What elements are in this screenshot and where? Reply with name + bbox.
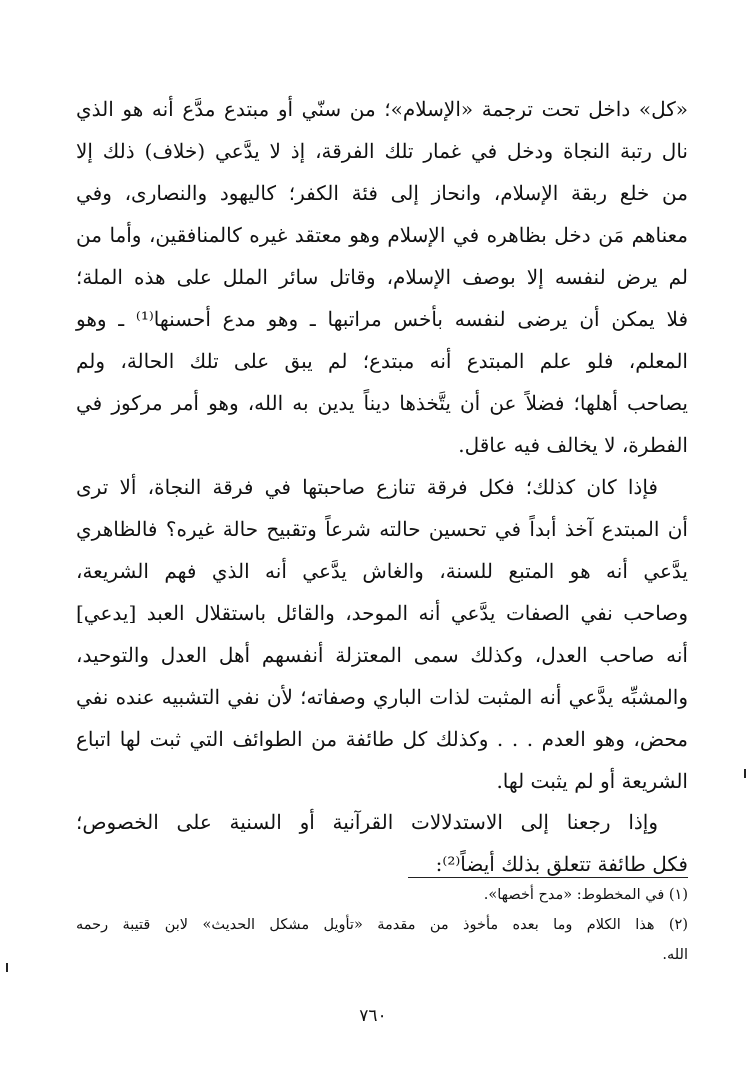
paragraph-line: الشريعة أو لم يثبت لها. (496, 769, 688, 793)
paragraph-line: أنه صاحب العدل، وكذلك سمى المعتزلة أنفسهم أهل العدل والتوحيد، (76, 643, 688, 667)
paragraph-line: من خلع ربقة الإسلام، وانحاز إلى فئة الكفر؛ كاليهود والنصارى، وفي (76, 181, 688, 205)
paragraph-line: أن المبتدع آخذ أبداً في تحسين حالته شرعاً وتقبيح حالة غيره؟ فالظاهري (76, 517, 688, 541)
footnote-line: (٢) هذا الكلام وما بعده مأخوذ من مقدمة «تأويل مشكل الحديث» لابن قتيبة رحمه (76, 917, 688, 933)
paragraph-line: فلا يمكن أن يرضى لنفسه بأخس مراتبها ـ وهو مدع أحسنها⁽¹⁾ ـ وهو (76, 307, 689, 331)
paragraph-3 (76, 801, 688, 885)
paragraph-line: «كل» داخل تحت ترجمة «الإسلام»؛ من سنّي أو مبتدع مدَّع أنه هو الذي (76, 97, 688, 121)
paragraph-line: وإذا رجعنا إلى الاستدلالات القرآنية أو السنية على الخصوص؛ (76, 810, 658, 834)
paragraph-line: محض، وهو العدم . . . وكذلك كل طائفة من الطوائف التي ثبت لها اتباع (76, 727, 688, 751)
page-number: ٧٦٠ (359, 1006, 387, 1026)
paragraph-line: الفطرة، لا يخالف فيه عاقل. (458, 433, 688, 457)
paragraph-line: يصاحب أهلها؛ فضلاً عن أن يتَّخذها ديناً يدين به الله، وهو أمر مركوز في (76, 391, 688, 415)
paragraph-line: المعلم، فلو علم المبتدع أنه مبتدع؛ لم يبق على تلك الحالة، ولم (76, 349, 688, 373)
footnotes (76, 880, 688, 970)
paragraph-line: معناهم مَن دخل بظاهره في الإسلام وهو معتقد غيره كالمنافقين، وأما من (76, 223, 688, 247)
paragraph-line: وصاحب نفي الصفات يدَّعي أنه الموحد، والقائل باستقلال العبد [يدعي] (76, 601, 688, 625)
paragraph-line: نال رتبة النجاة ودخل في غمار تلك الفرقة، إذ لا يدَّعي (خلاف) ذلك إلا (76, 139, 689, 163)
paragraph-line: يدَّعي أنه هو المتبع للسنة، والغاش يدَّعي أنه الذي فهم الشريعة، (76, 559, 688, 583)
paragraph-2 (76, 466, 688, 802)
paragraph-line: فإذا كان كذلك؛ فكل فرقة تنازع صاحبتها في فرقة النجاة، ألا ترى (76, 475, 658, 499)
paragraph-line: والمشبِّه يدَّعي أنه المثبت لذات الباري وصفاته؛ لأن نفي التشبيه عنده نفي (76, 685, 688, 709)
paragraph-1 (76, 88, 688, 466)
paragraph-line: لم يرض لنفسه إلا بوصف الإسلام، وقاتل سائر الملل على هذه الملة؛ (76, 265, 688, 289)
paragraph-line: فكل طائفة تتعلق بذلك أيضاً⁽²⁾: (435, 852, 688, 876)
footnote-separator (408, 877, 688, 878)
footnote-line: الله. (662, 947, 688, 963)
footnote-line: (١) في المخطوط: «مدح أخصها». (483, 887, 688, 903)
scan-mark (6, 963, 8, 972)
